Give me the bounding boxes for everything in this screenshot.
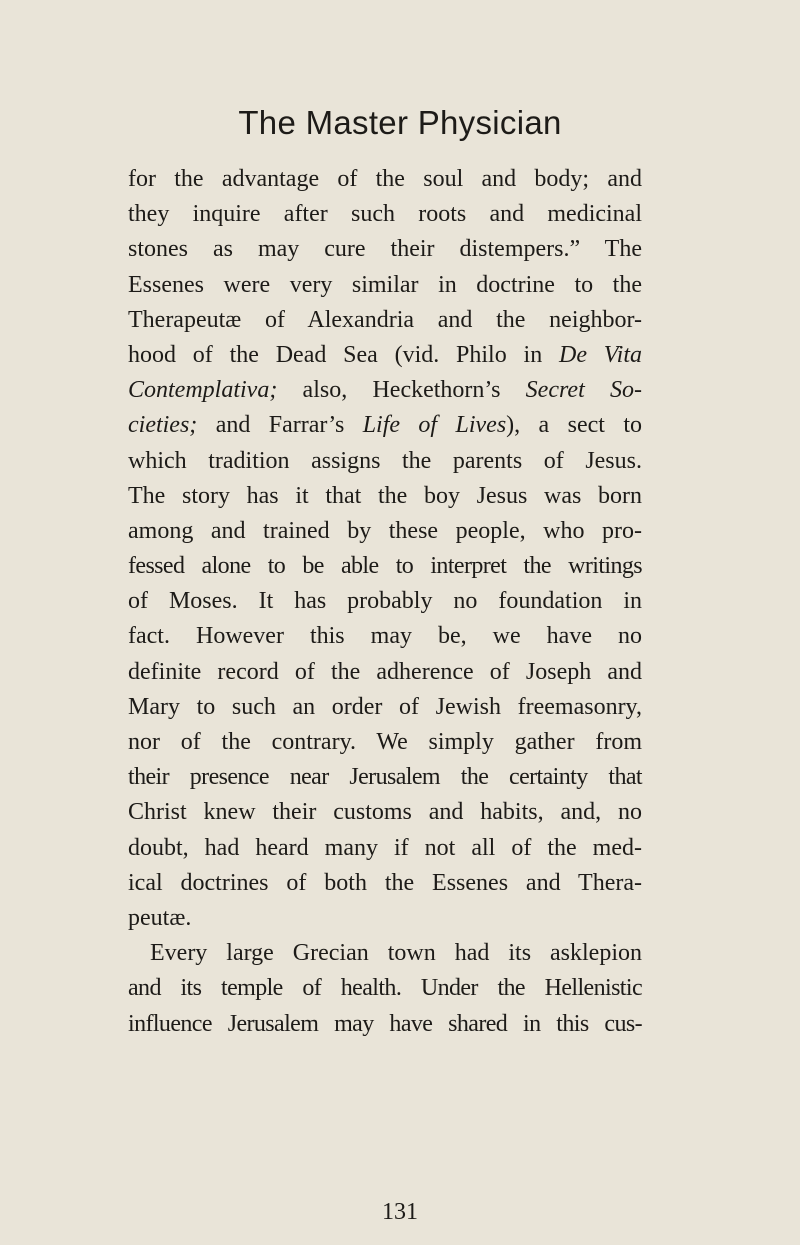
text-line [128,162,642,197]
text-line [128,690,642,725]
text-line [128,901,642,936]
text-line [128,197,642,232]
text-span: Therapeutæ of Alexandria and the neighbor- [128,306,642,333]
text-line [128,1007,642,1042]
text-line [128,232,642,267]
running-head: The Master Physician [238,104,562,141]
text-span: also, Heckethorn’s [277,377,526,404]
text-span: stones as may cure their distempers.” The [128,236,642,263]
text-line [128,408,642,443]
page-number: 131 [382,1199,418,1225]
italic-title: Contemplativa; [128,377,278,404]
text-line [128,479,642,514]
italic-title: Life of Lives [362,412,507,439]
text-line [128,725,642,760]
text-span: The story has it that the boy Jesus was born [128,482,642,509]
text-line [128,619,642,654]
text-span: and Farrar’s [197,412,363,439]
text-line [128,971,642,1006]
text-span: definite record of the adherence of Joseph and [128,658,642,685]
text-line [128,444,642,479]
text-span: influence Jerusalem may have shared in this cus- [128,1010,642,1037]
text-span: fessed alone to be able to interpret the writings [128,553,642,580]
text-line [128,655,642,690]
text-span: and its temple of health. Under the Hellenistic [128,975,642,1002]
text-line [128,584,642,619]
italic-title: Secret So- [525,377,642,404]
text-span: ), a sect to [506,412,642,439]
text-span: fact. However this may be, we have no [128,623,642,650]
text-span: nor of the contrary. We simply gather from [128,729,642,755]
text-line [128,549,642,584]
body-text [128,162,642,1042]
text-line [128,373,642,408]
text-span: among and trained by these people, who pro- [128,517,642,544]
text-span: their presence near Jerusalem the certainty that [128,764,642,791]
text-span: which tradition assigns the parents of Jesus. [128,447,642,474]
text-span: ical doctrines of both the Essenes and Thera- [128,869,642,896]
text-line [128,303,642,338]
italic-title: De Vita [559,341,642,368]
text-span: hood of the Dead Sea (vid. Philo in [128,341,559,368]
italic-title: cieties; [128,412,198,439]
text-line [128,831,642,866]
text-line [128,936,642,971]
text-span: Christ knew their customs and habits, and, no [128,799,642,826]
text-span: peutæ. [128,904,192,931]
text-line [128,338,642,373]
text-span: doubt, had heard many if not all of the med- [128,834,642,861]
text-span: for the advantage of the soul and body; and [128,166,642,192]
text-span: they inquire after such roots and medicinal [128,201,642,228]
text-line [128,760,642,795]
text-span: Essenes were very similar in doctrine to the [128,271,642,298]
text-span: Mary to such an order of Jewish freemasonry, [128,693,642,720]
text-line [128,795,642,830]
text-line [128,866,642,901]
text-span: of Moses. It has probably no foundation in [128,588,642,615]
text-line [128,514,642,549]
text-line [128,268,642,303]
text-span: Every large Grecian town had its asklepion [150,940,642,967]
